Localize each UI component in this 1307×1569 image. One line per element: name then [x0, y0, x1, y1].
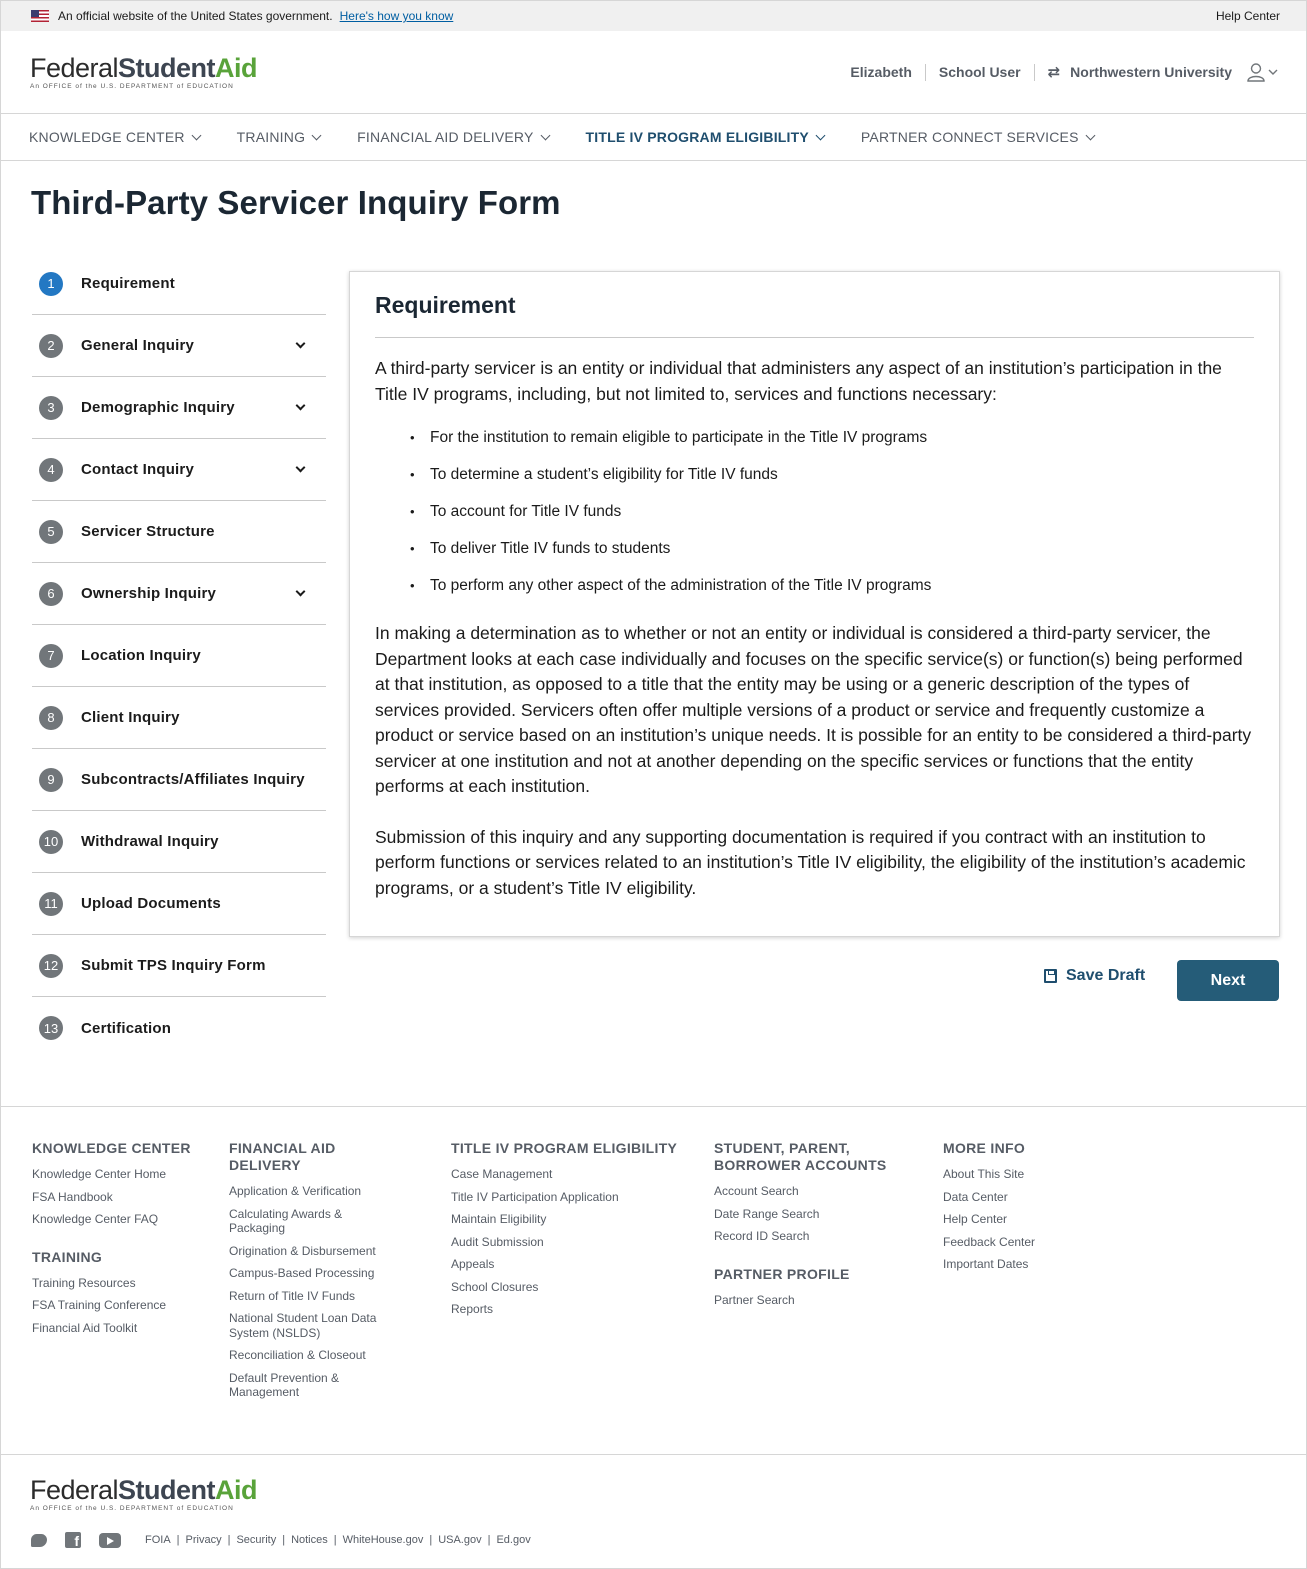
user-role: School User	[938, 64, 1021, 80]
card-heading: Requirement	[375, 292, 1254, 338]
list-item: • To deliver Title IV funds to students	[410, 539, 1254, 576]
step-label: Subcontracts/Affiliates Inquiry	[81, 771, 305, 788]
chevron-down-icon[interactable]	[296, 463, 306, 473]
footer-heading: FINANCIAL AID DELIVERY	[229, 1140, 336, 1173]
footer-link[interactable]: Partner Search	[714, 1292, 795, 1307]
switch-institution-icon[interactable]: ⇄	[1047, 64, 1061, 81]
footer-heading: TITLE IV PROGRAM ELIGIBILITY	[451, 1140, 678, 1156]
step-label: Certification	[81, 1019, 172, 1037]
intro-paragraph: A third-party servicer is an entity or individual that administers any aspect of an institution’s participation in the Title IV programs, including, but not limited to, services and functions necessary:	[375, 358, 1222, 404]
footer-link[interactable]: Origination & Disbursement	[229, 1243, 376, 1258]
step-number-badge: 3	[39, 396, 63, 420]
footer-legal-link[interactable]: Privacy	[185, 1534, 222, 1546]
logo-student: Student	[118, 52, 216, 83]
chevron-down-icon[interactable]	[296, 339, 306, 349]
step-number-badge: 4	[39, 458, 63, 482]
step-label: Location Inquiry	[81, 647, 201, 664]
chevron-down-icon	[1085, 130, 1095, 140]
footer-link[interactable]: National Student Loan Data System (NSLDS)	[229, 1311, 377, 1340]
user-name: Elizabeth	[850, 64, 912, 80]
footer-link[interactable]: Help Center	[943, 1212, 1008, 1226]
nav-financial-aid-delivery[interactable]	[357, 129, 548, 145]
step-number-badge: 11	[39, 892, 63, 916]
footer-link[interactable]: Account Search	[714, 1184, 799, 1198]
divider: |	[333, 1534, 337, 1546]
logo-federal: Federal	[30, 52, 119, 83]
chevron-down-icon	[1268, 68, 1278, 76]
footer-link[interactable]: Important Dates	[943, 1257, 1029, 1271]
step-item[interactable]	[32, 501, 326, 563]
chevron-down-icon	[312, 130, 322, 140]
footer-link[interactable]: Reports	[451, 1302, 494, 1316]
footer-col-knowledge-training	[32, 1140, 191, 1343]
step-label: Contact Inquiry	[81, 461, 195, 478]
us-flag-icon	[31, 10, 49, 22]
logo-aid: Aid	[215, 1475, 258, 1505]
fsa-logo[interactable]	[30, 52, 258, 90]
footer-link[interactable]: Audit Submission	[451, 1234, 544, 1249]
footer-heading: MORE INFO	[943, 1140, 1026, 1156]
step-label: Submit TPS Inquiry Form	[81, 957, 266, 974]
footer-link[interactable]: Training Resources	[32, 1275, 136, 1290]
step-number-badge: 13	[39, 1016, 63, 1040]
requirement-list	[410, 428, 1254, 613]
footer-legal-link[interactable]: Security	[236, 1534, 277, 1546]
twitter-icon[interactable]	[31, 1534, 47, 1547]
step-item[interactable]	[32, 687, 326, 749]
step-item[interactable]	[32, 749, 326, 811]
next-button[interactable]: Next	[1177, 960, 1279, 1001]
save-draft-button[interactable]	[1044, 967, 1145, 985]
footer-link[interactable]: Knowledge Center Home	[32, 1167, 167, 1181]
footer-legal-link[interactable]: Ed.gov	[496, 1534, 531, 1546]
step-item[interactable]	[32, 997, 326, 1059]
nav-label: TRAINING	[236, 129, 306, 145]
footer-col-title-iv	[451, 1140, 677, 1325]
nav-knowledge-center[interactable]	[29, 129, 200, 145]
footer-bottom	[1, 1454, 1306, 1569]
footer-legal-link[interactable]: Notices	[291, 1534, 328, 1546]
divider	[1034, 64, 1035, 81]
footer-legal-link[interactable]: USA.gov	[438, 1534, 482, 1546]
nav-title-iv-program-eligibility[interactable]	[586, 129, 824, 145]
footer-link[interactable]: Case Management	[451, 1167, 553, 1181]
logo-federal: Federal	[30, 1475, 119, 1505]
list-item: • For the institution to remain eligible to participate in the Title IV programs	[410, 428, 1254, 465]
help-center-link[interactable]: Help Center	[1215, 9, 1280, 23]
step-number-badge: 9	[39, 768, 63, 792]
footer-legal-link[interactable]: FOIA	[145, 1534, 171, 1546]
page-title: Third-Party Servicer Inquiry Form	[31, 184, 561, 221]
step-label: Ownership Inquiry	[81, 585, 217, 602]
step-number-badge: 10	[39, 830, 63, 854]
youtube-icon[interactable]	[99, 1533, 121, 1548]
footer-link[interactable]: School Closures	[451, 1279, 539, 1294]
logo-subtitle: An OFFICE of the U.S. DEPARTMENT of EDUCATION	[30, 82, 234, 90]
step-label: Requirement	[81, 275, 175, 292]
save-icon	[1044, 969, 1057, 983]
footer-link[interactable]: Data Center	[943, 1189, 1008, 1204]
footer-link[interactable]: About This Site	[943, 1167, 1025, 1181]
legal-links	[145, 1534, 531, 1546]
step-item[interactable]	[32, 315, 326, 377]
list-item: • To determine a student’s eligibility for Title IV funds	[410, 465, 1254, 502]
logo-student: Student	[118, 1475, 216, 1505]
user-area	[850, 62, 1278, 82]
step-number-badge: 12	[39, 954, 63, 978]
step-label: Client Inquiry	[81, 709, 180, 726]
step-number-badge: 1	[39, 272, 63, 296]
nav-partner-connect-services[interactable]	[861, 129, 1094, 145]
logo-aid: Aid	[215, 52, 258, 83]
divider	[925, 64, 926, 81]
footer-link[interactable]: Campus-Based Processing	[229, 1266, 375, 1280]
footer-link[interactable]: Date Range Search	[714, 1206, 820, 1221]
social-links	[31, 1532, 531, 1548]
footer-link[interactable]: Application & Verification	[229, 1184, 362, 1198]
list-item: • To perform any other aspect of the administration of the Title IV programs	[410, 576, 1254, 613]
requirement-card	[349, 271, 1280, 937]
main-nav	[1, 114, 1306, 161]
step-number-badge: 6	[39, 582, 63, 606]
step-item[interactable]	[32, 873, 326, 935]
divider: |	[282, 1534, 286, 1546]
step-label: General Inquiry	[81, 337, 195, 354]
footer-link[interactable]: Record ID Search	[714, 1229, 810, 1243]
footer-col-accounts	[714, 1140, 894, 1315]
determination-paragraph: In making a determination as to whether or not an entity or individual is considered a third-party servicer, the Department looks at each case individually and focuses on the specific service(s) or function(s) being performed at that institution, as opposed to a title that the entity may be using or a generic description of the types of services provided. Servicers often offer multiple versions of a product or service and frequently customize a product or service based on an institution’s unique needs. It is possible for an entity to be considered a third-party servicer at one institution and not at another depending on the specific services or functions that the entity performs at each institution.	[375, 623, 1252, 796]
step-number-badge: 7	[39, 644, 63, 668]
gov-banner-text: An official website of the United States government.	[58, 9, 333, 23]
nav-label: KNOWLEDGE CENTER	[29, 129, 185, 145]
step-item[interactable]	[32, 253, 326, 315]
chevron-down-icon[interactable]	[296, 587, 306, 597]
nav-label: FINANCIAL AID DELIVERY	[357, 129, 534, 145]
step-number-badge: 2	[39, 334, 63, 358]
user-icon	[1246, 62, 1266, 82]
chevron-down-icon	[191, 130, 201, 140]
user-menu-button[interactable]	[1246, 62, 1278, 82]
footer-legal-link[interactable]: WhiteHouse.gov	[342, 1534, 424, 1546]
footer-link[interactable]: Calculating Awards & Packaging	[229, 1206, 343, 1235]
footer-link[interactable]: Reconciliation & Closeout	[229, 1348, 366, 1362]
footer-link[interactable]: Knowledge Center FAQ	[32, 1212, 159, 1226]
list-item: • To account for Title IV funds	[410, 502, 1254, 539]
nav-training[interactable]	[237, 129, 321, 145]
footer-heading: PARTNER PROFILE	[714, 1265, 850, 1282]
step-item[interactable]	[32, 377, 326, 439]
footer-heading: STUDENT, PARENT, BORROWER ACCOUNTS	[714, 1140, 887, 1173]
footer-link[interactable]: FSA Training Conference	[32, 1298, 167, 1312]
divider: |	[227, 1534, 231, 1546]
chevron-down-icon	[540, 130, 550, 140]
footer-link[interactable]: Default Prevention & Management	[229, 1370, 340, 1399]
logo-subtitle: An OFFICE of the U.S. DEPARTMENT of EDUCATION	[30, 1505, 234, 1512]
submission-paragraph: Submission of this inquiry and any supporting documentation is required if you contract with an institution to perform functions or services related to an institution’s Title IV eligibility, the eligibility of the institution’s academic programs, or a student’s Title IV eligibility.	[375, 826, 1246, 898]
footer-link[interactable]: Financial Aid Toolkit	[32, 1320, 138, 1335]
divider: |	[429, 1534, 433, 1546]
footer-col-financial-aid-delivery	[229, 1140, 409, 1408]
save-draft-label: Save Draft	[1066, 967, 1146, 984]
step-label: Demographic Inquiry	[81, 399, 235, 416]
site-footer	[1, 1106, 1306, 1569]
footer-link[interactable]: Title IV Participation Application	[451, 1189, 619, 1204]
step-item[interactable]	[32, 811, 326, 873]
nav-label: TITLE IV PROGRAM ELIGIBILITY	[585, 129, 809, 145]
step-label: Withdrawal Inquiry	[81, 833, 219, 850]
footer-fsa-logo[interactable]	[30, 1477, 257, 1512]
facebook-icon[interactable]: f	[65, 1532, 81, 1548]
step-item[interactable]	[32, 563, 326, 625]
footer-col-more-info	[943, 1140, 1035, 1280]
step-number-badge: 8	[39, 706, 63, 730]
step-navigation	[32, 253, 326, 1059]
chevron-down-icon	[815, 130, 825, 140]
nav-label: PARTNER CONNECT SERVICES	[860, 129, 1079, 145]
step-item[interactable]	[32, 935, 326, 997]
step-item[interactable]	[32, 625, 326, 687]
chevron-down-icon[interactable]	[296, 401, 306, 411]
footer-link[interactable]: Appeals	[451, 1257, 495, 1271]
divider: |	[487, 1534, 491, 1546]
step-number-badge: 5	[39, 520, 63, 544]
step-label: Upload Documents	[81, 895, 221, 912]
institution-name[interactable]: Northwestern University	[1070, 64, 1232, 80]
footer-link[interactable]: Maintain Eligibility	[451, 1212, 547, 1226]
site-header	[1, 31, 1306, 114]
gov-banner	[1, 1, 1306, 31]
footer-link[interactable]: FSA Handbook	[32, 1189, 113, 1204]
heres-how-you-know-link[interactable]: Here's how you know	[339, 9, 454, 23]
footer-heading: KNOWLEDGE CENTER	[32, 1140, 191, 1156]
footer-link[interactable]: Feedback Center	[943, 1234, 1036, 1249]
divider: |	[176, 1534, 180, 1546]
step-item[interactable]	[32, 439, 326, 501]
step-label: Servicer Structure	[81, 523, 215, 540]
footer-link[interactable]: Return of Title IV Funds	[229, 1288, 356, 1303]
footer-heading: TRAINING	[32, 1248, 103, 1265]
